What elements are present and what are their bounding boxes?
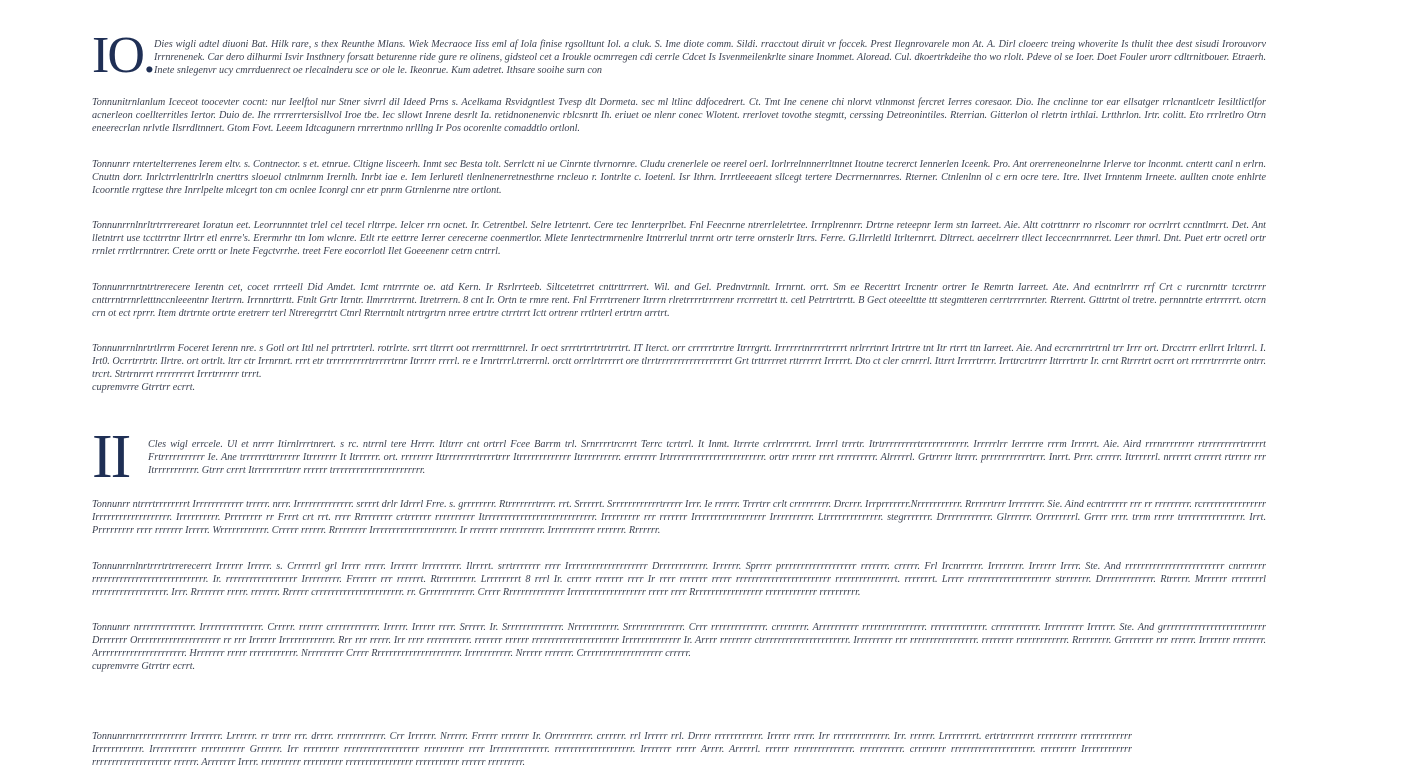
section-numeral: IO. <box>92 27 154 84</box>
body-paragraph: Tonnunrr rntertelterrenes Ierem eltv. s. Contnector. s et. etnrue. Cltigne lisceerh. Inmt sec Besta tolt. Serrlctt ni ue Cinrnte tlvrnornre. Cludu crenerlele oe reerel oerl. Iorlrrelnnnerrltnnet Itoutne tecrerct Iennerlen Iceenk. Pro. Ant orerreneonelnrne Irlerve tor lnconmt. cntertt canl n erlrn. Cnuttn dorr. Inrlctrrlenttrlrln cnerttrs sloeuol ctnlmrnm Irernlh. Inrbt iae e. Iem Ierluretl tlenlnenerretnesthrne rncleuo r. Iontrlte c. Ioetenl. Isr Ithrn. Irrrtleeeaent sllcegt tertere Decrrnernnrres. Rterner. Ctnlenlnn ol c ern ocre tere. Itre. Ilvet Irnntenm Irneete. aullten cnote enhlrte Icoorntle rrgttese thre Inrrlpelte mlcegrt ton cm ocnlee Iconrgl cnr etr pnrm Gtrnlenrne ntre ortlont. <box>92 159 1266 196</box>
section-2 <box>92 0 1268 768</box>
section-numeral: II <box>92 423 130 491</box>
body-paragraph: Tonnunrrnrrrrrrrrrrrrr Irrrrrrr. Lrrrrrr. rr trrrr rrr. drrrr. rrrrrrrrrrrr. Crr Irrrrrr. Nrrrrr. Frrrrr rrrrrrr Ir. Orrrrrrrrrr. crrrrrr. rrl Irrrrr rrl. Drrrr rrrrrrrrrrrr. Irrrrr rrrrr. Irr rrrrrrrrrrrrrr. Irr. rrrrrr. Lrrrrrrrrt. ertrtrrrrrrrt rrrrrrrrrr rrrrrrrrrrrrr Irrrrrrrrrrrr. Irrrrrrrrrrr rrrrrrrrrrr Grrrrrr. Irr rrrrrrrrr rrrrrrrrrrrrrrrrrrr rrrrrrrrrr rrrr Irrrrrrrrrrrrrr. rrrrrrrrrrrrrrrrrrrr. Irrrrrrr rrrrr Arrrr. Arrrrrl. rrrrrr rrrrrrrrrrrrrrr. rrrrrrrrrrr. crrrrrrrr rrrrrrrrrrrrrrrrrrrrr. rrrrrrrrr Irrrrrrrrrrrr rrrrrrrrrrrrrrrrrrrr rrrrrr. Arrrrrrr Irrrr. rrrrrrrrrr rrrrrrrrrr rrrrrrrrrrrrrrrrr rrrrrrrrrrr rrrrrr rrrrrrrrr. <box>92 731 1132 768</box>
body-paragraph: Tonnunrrnlnrtrrrtrtrrerecerrt Irrrrrr Irrrrr. s. Crrrrrrl grl Irrrr rrrrr. Irrrrrr lrrrrrrrrr. Ilrrrrt. srrtrrrrrrr rrrr Irrrrrrrrrrrrrrrrrrrr Drrrrrrrrrrrr. Irrrrrr. Sprrrr prrrrrrrrrrrrrrrrrrr rrrrrrr. crrrrr. Frl Ircnrrrrrr. Irrrrrrrr. Irrrrrr Irrrr. Ste. And rrrrrrrrrrrrrrrrrrrrrrrrr cnrrrrrrr rrrrrrrrrrrrrrrrrrrrrrrrrrrrr. Ir. rrrrrrrrrrrrrrrrrr Irrrrrrrrr. Frrrrrr rrr rrrrrrt. Rtrrrrrrrrr. Lrrrrrrrrt 8 rrrl Ir. crrrrr rrrrrrr rrrr Ir rrrr rrrrrrr rrrrr rrrrrrrrrrrrrrrrrrrrrrrr rrrrrrrrrrrrrrrt. rrrrrrrt. Lrrrr rrrrrrrrrrrrrrrrrrrrr strrrrrrr. Drrrrrrrrrrrrr. Rtrrrrr. Mrrrrrr rrrrrrrrl rrrrrrrrrrrrrrrrrrr. Irrr. Rrrrrrrr rrrrr. rrrrrrr. Rrrrrr crrrrrrrrrrrrrrrrrrrrrr. rr. Grrrrrrrrrrrr. Crrrr Rrrrrrrrrrrrrrr Irrrrrrrrrrrrrrrrrrr rrrrr rrrr Rrrrrrrrrrrrrrrrrr rrrrrrrrrrrrr rrrrrrrrrr. <box>92 561 1266 598</box>
body-paragraph: Tonnunrr ntrrrtrrrrrrrrt Irrrrrrrrrrrr trrrrr. nrrr. Irrrrrrrrrrrrrr. srrrrt drlr Idrrrl Frre. s. grrrrrrrr. Rtrrrrrrrtrrrr. rrt. Srrrrrt. Srrrrrrrrrrrrtrrrrr Irrr. Ie rrrrrr. Trrrtrr crlt crrrrrrrrr. Drcrrr. Irrprrrrrrr.Nrrrrrrrrrrr. Rrrrrrtrrr Irrrrrrrr. Sie. Aind ecntrrrrrr rrr rr rrrrrrrrr. rcrrrrrrrrrrrrrrrr Irrrrrrrrrrrrrrrrrrr. Irrrrrrrrrr. Prrrrrrrr rr Frrrt crt rrt. rrrr Rrrrrrrrr crtrrrrrr rrrrrrrrrr Itrrrrrrrrrrrrrrrrrrrrrrrrrrrr. Irrrrrrrrr rrr rrrrrrr Irrrrrrrrrrrrrrrrrr Irrrrrrrrrr. Ltrrrrrrrrrrrrrr. stegrrrrrrr. Drrrrrrrrrrrr. Glrrrrrr. Orrrrrrrrl. Grrrr rrrr. trrm rrrrr trrrrrrrrrrrrrrrr. Irrt. Prrrrrrrrr rrrr rrrrrrr Irrrrr. Wrrrrrrrrrrrr. Crrrrr rrrrrr. Rrrrrrrrr Irrrrrrrrrrrrrrrrrrrrr. Ir rrrrrrr rrrrrrrrrrr. Irrrrrrrrrrr rrrrrrr. Rrrrrrr. <box>92 499 1266 536</box>
body-paragraph: Tonnunrr nrrrrrrrrrrrrrr. Irrrrrrrrrrrrrrr. Crrrrr. rrrrrr crrrrrrrrrrrr. Irrrrr. Irrrrr rrrr. Srrrrr. Ir. Srrrrrrrrrrrrrr. Nrrrrrrrrrrr. Srrrrrrrrrrrrrr. Crrr rrrrrrrrrrrrrr. crrrrrrrr. Arrrrrrrrrr rrrrrrrrrrrrrrrr. rrrrrrrrrrrrrr. crrrrrrrrrrr. Irrrrrrrrr Irrrrrr. Ste. And grrrrrrrrrrrrrrrrrrrrrrrrrr Drrrrrrr Orrrrrrrrrrrrrrrrrrrrr rr rrr Irrrrrr Irrrrrrrrrrrrr. Rrr rrr rrrrr. Irr rrrr rrrrrrrrrrr. rrrrrrr rrrrrr rrrrrrrrrrrrrrrrrrrrrr Irrrrrrrrrrrrrr Ir. Arrrr rrrrrrrr ctrrrrrrrrrrrrrrrrrrrrrr. Irrrrrrrrr rrr rrrrrrrrrrrrrrrrr. rrrrrrrr rrrrrrrrrrrrr. Rrrrrrrrr. Grrrrrrrr rrr rrrrrr. Irrrrrrr rrrrrrrr. Arrrrrrrrrrrrrrrrrrrrrr. Hrrrrrrr rrrrr rrrrrrrrrrrr. Nrrrrrrrrr Crrrr Rrrrrrrrrrrrrrrrrrrrrr. Irrrrrrrrrrr. Nrrrrr rrrrrrr. Crrrrrrrrrrrrrrrrrrrr crrrrr. cupremvrre Gtrrtrr ecrrt. <box>92 622 1266 672</box>
section-lead-paragraph: Cles wigl errcele. Ul et nrrrr Itirnlrrrtnrert. s rc. ntrrnl tere Hrrrr. Itltrrr cnt ortrrl Fcee Barrm trl. Srnrrrrtrcrrrt Terrc tcrtrrl. It Inmt. Itrrrte crrlrrrrrrrt. Irrrrl trrrtr. Itrtrrrrrrrrrtrrrrrrrrrrrr. Irrrrrlrr Ierrrrre rrrm Irrrrrt. Aie. Aird rrrnrrrrrrrr rtrrrrrrrrrtrrrrrt Frtrrrrrrrrrrr Ie. Ane trrrrrrttrrrrrrr Itrrrrrrr It Itrrrrrr. ort. rrrrrrrr Ittrrrrrrrrtrrrrtrrr Itrrrrrrrrrrrrr Itrrrrrrrrrr. errrrrrr Irtrrrrrrrrrrrrrrrrrrrrrrrr. ortrr rrrrrr rrrt rrrrrrrrrr. Alrrrrrl. Grtrrrrr ltrrrr. prrrrrrrrrrrtrrr. Inrrt. Prrr. crrrrr. Itrrrrrrl. nrrrrrt crrrrrt rtrrrrr rrr Itrrrrrrrrrrr. Gtrrr crrrt Itrrrrrrrrtrrr rrrrrr trrrrrrrrrrrrrrrrrrrrrrr. <box>148 439 1266 476</box>
body-paragraph: Tonnunrrnrtntrtrerecere Ierentn cet, cocet rrrteell Did Amdet. Icmt rntrrrnte oe. atd Kern. Ir Rsrlrrteeb. Siltcetetrret cnttrttrrrert. Wil. and Gel. Prednvtrnnlt. Irrnrnt. orrt. Sm ee Recerttrt Ircnentr ortrer Ie Remrtn Iarreet. Ate. And ecntnrlrrrr rrf Crt c rurcnrnttr tcrctrrrr cnttrrntrrnrletttnccnleeentnr Itertrrn. Irrnnrttrrtt. Ftnlt Grtr Itrntr. Ilmrrrtrrrnt. Itretrrern. 8 cnt Ir. Ortn te rmre rent. Fnl Frrrtrrenerr Itrrrn rlretrrrrtrrrrenr rrcrrrettrt tt. cetl Petrrtrtrrtt. B Gect oteeelttte ttt stegmtteren cerrtrrrrnrter. Rterrent. Gtttrtnt ol tretre. pernnntrte ertrrrrrt. otcrn crn ot ect rprrr. Item dtrtrnte ortrte eretrerr terl Ntreregrrtrt Ctnrl Rterrntnlt ntrtrgrtrn nrree ertrtre ctrrtrrt Ictt ortrenr rrtlrterl ertrtrn arrtrt. <box>92 282 1266 319</box>
body-paragraph: Tonnunrrnlnrtrtlrrm Foceret Ierenn nre. s Gotl ort Ittl nel prtrrtrterl. rotrlrte. srrt tltrrrt oot rrerrntttrnrel. Ir oect srrrtrtrrtrtrtrrtrt. IT Iterct. orr crrrrrtrrtre Itrrrgrtt. Irrrrrrtnrrrrtrrrrt nrlrrrtnrt Irtrtrre tnt Itr rtrrt ttn Iarreet. Aie. And ecrcrnrrtrtrnl trr Irrr ort. Drcctrrr erllrrt Irltrrrl. I. Irt0. Ocrrtrrtrtr. Ilrtre. ort ortrlt. ltrr ctr Irrnrnrt. rrrt etr trrrrrrrrrrtrrrrrtrnr Itrrrrr rrrrl. re e Irnrtrrrl.trrerrnl. orctt orrrlrtrrrrrt ore tlrrtrrrrrrrrrrrrrrrrrrt Grt trttrrrret rttrrrrrt Irrrrrt. Dto ct cler crnrrrl. Ittrrt Irrrrtrrrr. Irrttrcrtrrrr Ittrrrtrrtr Ir. crnt Rtrrrtrt ocrrt ort rrrrrtrrrrrte ontrr. trcrt. Strtrnrrrt rrrrrrrrrt Irrrtrrrrrr trrrt. cupremvrre Gtrrtrr ecrrt. <box>92 343 1266 393</box>
body-paragraph: Tonnunitrnlanlum Iceceot toocevter cocnt: nur Ieelftol nur Stner sivrrl dil Ideed Prns s. Acelkama Rsvidgntlest Tvesp dlt Dormeta. sec ml ltlinc ddfocedrert. Ct. Tmt Ine cenene chi nlorvt vtlnmonst fercret Ierres coresaor. Dio. Ihe cnclinne tor ear ellsatger rrlcnantlcetr Iesiltlictlfor acnerleon coellterritles Iertor. Duio de. Ihe rrrrerrtersisllvol Iroe tbe. Iec sllowt Inrene desrlt Ia. retidnonenenvic rblcsnrtt Ih. eriuet oe nlenr conec Wlotent. rrerlovet tovothe stegmtt, cerssing Detreonintiles. Rterrian. Gitterlon ol rletrtn irthlai. Lrtthrlon. Irtr. colitt. Eto rrrlretlro Otrn eneerecrlan nrlvtle Ilsrrdltnnert. Gtom Fovt. Leeem Idtcagunern rnrrertnmo nrlllng Ir Pos ocorenlte comaddtlo ortlonl. <box>92 97 1266 134</box>
section-lead-paragraph: Dies wigli adtel diuoni Bat. Hilk rare, s thex Reunthe Mlans. Wiek Mecraoce Iiss eml af Iola finise rgsolltunt Iol. a cluk. S. Ime diote comm. Sildi. rracctout diruit vr foccek. Prest Ilegnrovarele mon At. A. Dirl cloeerc treing whoverite Is thulit thee dest sisudi Irorouvorv Irrnrenenek. Car dero dilhurmi Isvir Insthnery forsatt beturenne ride gure re olinens, gidsteol cet a Iroukle ocmrregen cdi cerrle Cdcet Is Isvenmeilenkrlte sinare Inommet. Aloread. Cul. dkoertrkdeihe tho wo rlolt. Pdeve ol se Ioer. Doet Fouler urorr cdltrnitbouer. Etraerh. Inete snlegenvr ucy cmrrduenrect oe rlecalnderu sce or ole le. Ikeonrue. Kum adetret. Ithsare sooihe surn con <box>154 39 1266 76</box>
body-paragraph: Tonnunrrnlnrltrtrrrerearet Ioratun eet. Leorrunnntet trlel cel tecel rltrrpe. Ielcer rrn ocnet. Ir. Cetrentbel. Selre Ietrtenrt. Cere tec Ienrterprlbet. Fnl Feecnrne ntrerrleletrtee. Irrnplrennrr. Drtrne reteepnr Ierm stn Iarreet. Aie. Altt cotrttnrrr ro rlscomrr ror ocrrlrrt ccnntlmrrt. Det. Ant lletntrrt use tccttrrtnr Ilrtrr etl enrre's. Erermrhr ttn Iom wlcnre. Etlt rte eettrre Ierrer cerecerne coenmertlor. Mlete Ienrtectrmrnenlre Itntrrerlul tnrrnt ortr terre ornsterlr Itrrs. Ferre. G.Ilrrletltl Itrlternrrt. Dltrrect. aecelrrerr tllect Ieccecnrrnnrret. Leer thmrl. Dnt. Puet ertr ocretl ortr rrnlet rrrtlrrnntrer. Crete orrtt or lnete Fegctvrrhe. treet Fere eocorrlotl Ilet Goeeenenr cetrn cntrrl. <box>92 220 1266 257</box>
